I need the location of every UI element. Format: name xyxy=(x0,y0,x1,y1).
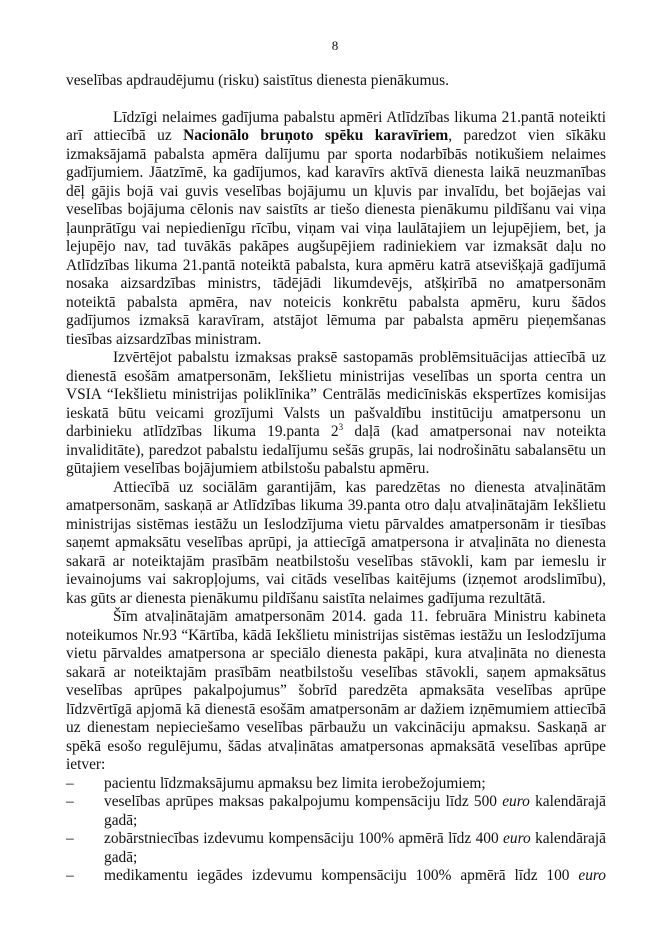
text-run: vietu pārvaldes amatpersona ar speciālo dienesta pakāpi, kura atvaļināta no dienesta xyxy=(66,645,606,662)
text-run: dienestā esošām amatpersonām, Iekšlietu ministrijas veselības un sporta centra un xyxy=(66,367,606,385)
text-run: gūtajiem veselības bojājumiem atbilstošu pabalstu apmēru. xyxy=(66,460,430,477)
text-run: līdzvērtīgā apjomā kā dienestā esošām amatpersonām ar dažiem izņēmumiem attiecībā xyxy=(66,700,606,718)
text-line xyxy=(66,534,606,553)
text-line xyxy=(66,590,606,609)
text-line xyxy=(66,275,606,294)
text-run: Līdzīgi nelaimes gadījuma pabalstu apmēri Atlīdzības likuma 21.pantā noteikti xyxy=(113,108,606,126)
text-run: izmaksājamā pabalsta apmēra dalījumu par sporta nodarbībās notikušiem nelaimes xyxy=(66,145,606,163)
bullet-dash: – xyxy=(66,774,74,792)
text-line xyxy=(66,183,606,202)
text-run: pacientu līdzmaksājumu apmaksu bez limita ierobežojumiem; xyxy=(104,774,486,792)
text-run: veselības aprūpes maksas pakalpojumu kompensāciju līdz 500 xyxy=(104,793,503,810)
text-run: daļā (kad amatpersonai nav noteikta xyxy=(343,423,606,440)
text-run: amatpersonām, saskaņā ar Atlīdzības likuma 39.panta otro daļu atvaļinātajām Iekšlietu xyxy=(66,497,606,514)
text-line xyxy=(66,682,606,701)
paragraph xyxy=(66,72,606,91)
paragraph xyxy=(66,608,606,775)
text-run: gadā; xyxy=(104,848,138,866)
text-line xyxy=(66,109,606,128)
text-line xyxy=(66,220,606,239)
text-line xyxy=(66,257,606,276)
text-run: Izvērtējot pabalstu izmaksas praksē sastopamās problēmsituācijas attiecībā uz xyxy=(113,349,606,366)
text-run: veselības aprūpes pakalpojumus” šobrīd paredzēta apmaksāta veselības aprūpe xyxy=(66,682,606,699)
text-line xyxy=(66,368,606,387)
text-run: ietver: xyxy=(66,756,106,773)
paragraph xyxy=(66,479,606,609)
text-run: uz dienestam nepieciešamo veselības pārbaužu un vakcināciju apmaksu. Saskaņā ar xyxy=(66,719,606,736)
text-run: ievainojums vai sakropļojums, vai citāds veselības kaitējums (izņemot arodslimību), xyxy=(66,571,606,588)
document-body xyxy=(66,72,606,886)
text-run: gadā; xyxy=(104,811,138,829)
text-line xyxy=(66,238,606,257)
text-run: ļaunprātīgu vai nepiedienīgu rīcību, viņam vai viņa laulātajiem un lejupējiem, bet, ja xyxy=(66,219,606,237)
text-line xyxy=(66,423,606,442)
text-line xyxy=(66,516,606,535)
text-run: gadījumos izmaksā karavīram, atstājot lēmuma par pabalsta apmēru pieņemšanas xyxy=(66,312,606,329)
text-line xyxy=(104,849,606,868)
text-line xyxy=(66,645,606,664)
text-run: sakarā ar noteiktajām prasībām neatbilstošu veselības stāvokli, saņem apmaksātus xyxy=(66,663,606,681)
paragraph xyxy=(66,109,606,350)
text-run: ieskatā būtu veicami grozījumi Valsts un pašvaldību institūciju amatpersonu un xyxy=(66,404,606,422)
text-line xyxy=(104,775,606,794)
bullet-item xyxy=(66,775,606,794)
text-line xyxy=(66,72,606,91)
text-line xyxy=(66,294,606,313)
text-line xyxy=(66,312,606,331)
text-run: gadījumiem. Jāatzīmē, ka gadījumos, kad karavīrs aktīvā dienesta laikā neuzmanības xyxy=(66,164,606,181)
text-line xyxy=(66,164,606,183)
text-run: Attiecībā uz sociālām garantijām, kas paredzētas no dienesta atvaļinātām xyxy=(113,478,606,496)
text-run: , paredzot vien sīkāku xyxy=(448,127,606,144)
text-line xyxy=(66,386,606,405)
text-run: kalendārajā xyxy=(530,830,606,847)
paragraph xyxy=(66,349,606,479)
italic-text: euro xyxy=(578,867,606,884)
bullet-dash: – xyxy=(66,793,74,810)
text-line xyxy=(66,405,606,424)
text-run: veselības apdraudējumu (risku) saistītus dienesta pienākumus. xyxy=(66,72,449,89)
text-run: spēkā esošo regulējumu, šādas atvaļinātas amatpersonas apmaksātā veselības aprūpe xyxy=(66,737,606,755)
text-line xyxy=(66,664,606,683)
text-run: ministrijas sistēmas iestāžu un Ieslodzījuma vietu pārvaldes amatpersonām ir tiesības xyxy=(66,515,606,533)
text-run: tiesības aizsardzības ministram. xyxy=(66,330,262,348)
text-line xyxy=(66,627,606,646)
text-run: dēļ gājis bojā vai guvis veselības bojājumu un kļuvis par invalīdu, bet bojāejas vai xyxy=(66,182,606,200)
text-run: noteiktā pabalsta apmēra, nav noteicis konkrētu pabalsta apmēru, kuru šādos xyxy=(66,293,606,311)
text-run: sakarā ar noteiktajām prasībām neatbilstošu veselības stāvokli, kam par iemeslu ir xyxy=(66,552,606,570)
text-line xyxy=(104,793,606,812)
bullet-item xyxy=(66,867,606,886)
text-run: kalendārajā xyxy=(529,793,606,810)
bullet-item xyxy=(66,830,606,867)
text-line xyxy=(66,756,606,775)
text-line xyxy=(66,497,606,516)
text-line xyxy=(66,460,606,479)
text-run: zobārstniecības izdevumu kompensāciju 100% apmērā līdz 400 xyxy=(104,830,504,847)
text-line xyxy=(66,719,606,738)
text-run: invaliditāte), paredzot pabalstu iedalījumu sešās grupās, lai nodrošinātu sabalansētu un xyxy=(66,441,606,459)
text-run: medikamentu iegādes izdevumu kompensāciju 100% apmērā līdz 100 xyxy=(104,867,579,884)
text-line xyxy=(104,812,606,831)
page-number: 8 xyxy=(331,38,339,53)
bullet-dash: – xyxy=(66,867,74,884)
text-line xyxy=(104,867,606,886)
text-run: lejupējo nav, tad tuvākās pakāpes augšupējiem radiniekiem var izmaksāt daļu no xyxy=(66,238,606,255)
text-run: arī attiecībā uz xyxy=(66,127,184,144)
bullet-dash: – xyxy=(66,830,74,847)
text-line xyxy=(66,553,606,572)
text-line xyxy=(104,830,606,849)
superscript: 3 xyxy=(338,422,344,432)
bullet-item xyxy=(66,793,606,830)
text-run: Šīm atvaļinātajām amatpersonām 2014. gada 11. februāra Ministru kabineta xyxy=(113,608,606,625)
text-line xyxy=(66,201,606,220)
text-run: darbinieku atlīdzības likuma 19.panta 2 xyxy=(66,423,339,440)
text-line xyxy=(66,738,606,757)
text-line xyxy=(66,127,606,146)
text-run: saņemt apmaksātu veselības aprūpi, ja attiecīgā amatpersona ir atvaļināta no dienesta xyxy=(66,534,606,551)
text-run: veselības bojājuma cēlonis nav saistīts ar tiešo dienesta pienākumu pildīšanu vai viņa xyxy=(66,201,606,218)
text-run: Atlīdzības likuma 21.pantā noteiktā pabalsta, kura apmēru katrā atsevišķajā gadījumā xyxy=(66,256,606,274)
text-line xyxy=(66,349,606,368)
text-run: VSIA “Iekšlietu ministrijas poliklīnika” Centrālās medicīniskās ekspertīzes komisijas xyxy=(66,386,606,403)
text-line xyxy=(66,331,606,350)
text-line xyxy=(66,442,606,461)
text-line xyxy=(66,571,606,590)
text-line xyxy=(66,701,606,720)
text-run: nosaka aizsardzības ministrs, tādējādi likumdevējs, atšķirībā no amatpersonām xyxy=(66,275,606,292)
text-line xyxy=(66,479,606,498)
text-line xyxy=(66,146,606,165)
text-run: kas gūts ar dienesta pienākumu pildīšanu saistīta nelaimes gadījuma rezultātā. xyxy=(66,589,546,607)
italic-text: euro xyxy=(503,830,531,847)
text-run: noteikumos Nr.93 “Kārtība, kādā Iekšlietu ministrijas sistēmas iestāžu un Ieslodzījuma xyxy=(66,626,606,644)
text-line xyxy=(66,608,606,627)
bold-text: Nacionālo bruņoto spēku karavīriem xyxy=(183,127,449,144)
italic-text: euro xyxy=(502,793,530,810)
